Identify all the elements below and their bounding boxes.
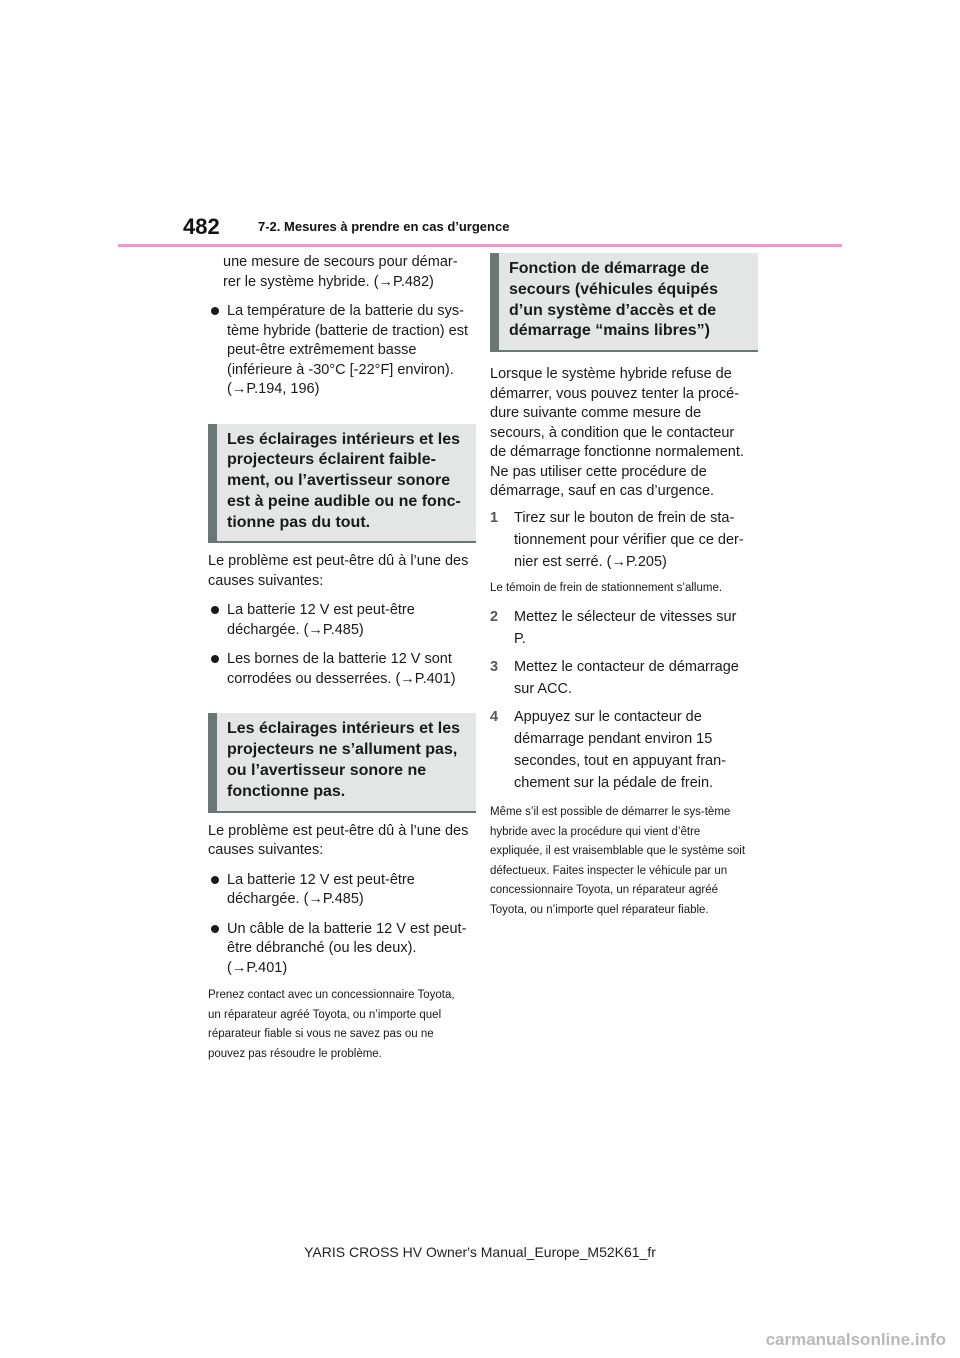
heading-backup-start: Fonction de démarrage de secours (véhicules équipés d’un système d’accès et de démarrage “mains libres”) [490, 253, 758, 352]
bullet-dot-icon [211, 606, 219, 614]
header-rule [118, 244, 842, 247]
contact-note: Prenez contact avec un concessionnaire Toyota, un réparateur agréé Toyota, ou n’importe quel réparateur fiable si vous ne savez pas ou ne pouvez pas résoudre le problème. [208, 989, 455, 1060]
backup-intro: Lorsque le système hybride refuse de démarrer, vous pouvez tenter la procé-dure suivante comme mesure de secours, à condition que le contacteur de démarrage fonctionne normalement. Ne pas utiliser cette procédure de démarrage, sauf en cas d’urgence. [490, 366, 744, 500]
page-number: 482 [183, 214, 220, 239]
cause-intro-1: Le problème est peut-être dû à l’une des causes suivantes: [208, 553, 469, 589]
bullet-battery-discharged-1: La batterie 12 V est peut-être déchargée. (→P.485) [208, 601, 470, 640]
step-number: 2 [490, 609, 499, 626]
heading-lights-off: Les éclairages intérieurs et les projecteurs ne s’allument pas, ou l’avertisseur sonore ne fonctionne pas. [208, 713, 476, 812]
step-2: 2 Mettez le sélecteur de vitesses sur P. [490, 606, 752, 650]
intro-continuation: une mesure de secours pour démar-rer le système hybride. (→P.482) [223, 254, 458, 290]
bullet-battery-discharged-2: La batterie 12 V est peut-être déchargée. (→P.485) [208, 871, 470, 910]
cause-intro-2: Le problème est peut-être dû à l’une des causes suivantes: [208, 822, 469, 859]
right-column [490, 253, 752, 920]
bullet-terminals-corroded: Les bornes de la batterie 12 V sont corrodées ou desserrées. (→P.401) [208, 650, 470, 689]
final-note: Même s’il est possible de démarrer le sys-tème hybride avec la procédure qui vient d’être expliquée, il est vraisemblable que le système soit défectueux. Faites inspecter le véhicule par un concessionnaire Toyota, un réparateur agréé Toyota, ou n’importe quel réparateur fiable. [490, 806, 746, 916]
step-1-note: Le témoin de frein de stationnement s’allume. [490, 581, 723, 594]
footer-manual-id: YARIS CROSS HV Owner's Manual_Europe_M52K61_fr [304, 1244, 656, 1260]
bullet-dot-icon [211, 307, 219, 315]
left-column [208, 253, 470, 1064]
bullet-dot-icon [211, 876, 219, 884]
step-number: 1 [490, 509, 499, 526]
step-number: 3 [490, 659, 499, 676]
bullet-dot-icon [211, 655, 219, 663]
bullet-temperature: La température de la batterie du sys-tème hybride (batterie de traction) est peut-être extrêmement basse (inférieure à -30°C [-22°F] environ). (→P.194, 196) [208, 302, 470, 400]
step-4: 4 Appuyez sur le contacteur de démarrage pendant environ 15 secondes, tout en appuyant fran-chement sur la pédale de frein. [490, 706, 752, 794]
bullet-dot-icon [211, 925, 219, 933]
step-1: 1 Tirez sur le bouton de frein de sta-tionnement pour vérifier que ce der-nier est serré. (→P.205) [490, 507, 752, 573]
watermark: carmanualsonline.info [765, 1330, 946, 1349]
bullet-cable-disconnected: Un câble de la batterie 12 V est peut-être débranché (ou les deux). (→P.401) [208, 920, 470, 979]
section-title: 7-2. Mesures à prendre en cas d’urgence [258, 219, 510, 234]
step-3: 3 Mettez le contacteur de démarrage sur ACC. [490, 656, 752, 700]
heading-dim-lights: Les éclairages intérieurs et les projecteurs éclairent faible-ment, ou l’avertisseur sonore est à peine audible ou ne fonc-tionne pas du tout. [208, 424, 476, 544]
step-number: 4 [490, 709, 499, 726]
